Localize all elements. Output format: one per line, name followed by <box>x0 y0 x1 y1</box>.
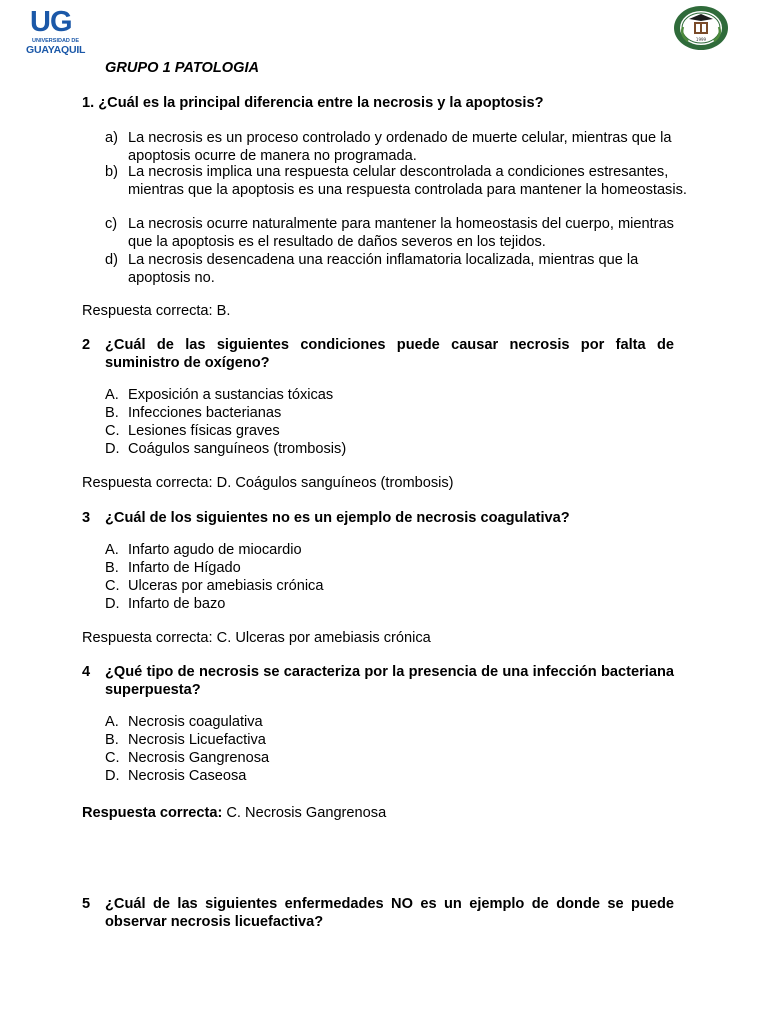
answer-label: Respuesta correcta: <box>82 805 223 821</box>
question-number: 2 <box>82 337 91 353</box>
option-text: Ulceras por amebiasis crónica <box>128 578 324 594</box>
question-number: 1. <box>82 95 95 111</box>
option-text: La necrosis implica una respuesta celular descontrolada a condiciones estresantes, mientras que la apoptosis es una respuesta controlada para mantener la homeostasis. <box>128 164 687 198</box>
option-text: Infarto agudo de miocardio <box>128 542 302 558</box>
option-label: A. <box>105 387 119 403</box>
option-label: A. <box>105 714 119 730</box>
option-label: C. <box>105 423 120 439</box>
option-text: Infarto de Hígado <box>128 560 241 576</box>
logo-city-text: GUAYAQUIL <box>26 44 86 56</box>
question-text: ¿Cuál es la principal diferencia entre la necrosis y la apoptosis? <box>98 95 544 111</box>
answer-value: C. Necrosis Gangrenosa <box>226 805 387 821</box>
answer-value: B. <box>216 303 231 319</box>
option-label: A. <box>105 542 119 558</box>
document-title: GRUPO 1 PATOLOGIA <box>105 60 260 76</box>
option-label: c) <box>105 216 118 232</box>
question-text: ¿Cuál de los siguientes no es un ejemplo de necrosis coagulativa? <box>105 510 570 526</box>
option-label: B. <box>105 560 119 576</box>
answer-value: D. Coágulos sanguíneos (trombosis) <box>216 475 454 491</box>
option-text: Necrosis coagulativa <box>128 714 263 730</box>
answer-3 <box>82 630 431 648</box>
option-label: C. <box>105 750 120 766</box>
option-label: C. <box>105 578 120 594</box>
answer-value: C. Ulceras por amebiasis crónica <box>216 630 431 646</box>
option-label: d) <box>105 252 118 268</box>
question-text: ¿Cuál de las siguientes condiciones puede causar necrosis por falta de suministro de oxígeno? <box>105 337 674 371</box>
university-logo <box>24 8 88 54</box>
option-text: Exposición a sustancias tóxicas <box>128 387 334 403</box>
option-text: Infecciones bacterianas <box>128 405 282 421</box>
option-text: Necrosis Gangrenosa <box>128 750 270 766</box>
answer-4 <box>82 805 386 823</box>
option-text: La necrosis ocurre naturalmente para mantener la homeostasis del cuerpo, mientras que la apoptosis es el resultado de daños severos en los tejidos. <box>128 216 674 250</box>
faculty-seal <box>672 5 730 51</box>
question-text: ¿Qué tipo de necrosis se caracteriza por la presencia de una infección bacteriana superpuesta? <box>105 664 674 698</box>
question-text: ¿Cuál de las siguientes enfermedades NO es un ejemplo de donde se puede observar necrosis licuefactiva? <box>105 896 674 930</box>
option-label: a) <box>105 130 118 146</box>
option-label: D. <box>105 596 120 612</box>
option-label: B. <box>105 405 119 421</box>
option-label: D. <box>105 768 120 784</box>
option-label: D. <box>105 441 120 457</box>
answer-label: Respuesta correcta: <box>82 303 213 319</box>
option-text: Infarto de bazo <box>128 596 226 612</box>
option-text: Necrosis Licuefactiva <box>128 732 266 748</box>
option-text: La necrosis es un proceso controlado y ordenado de muerte celular, mientras que la apoptosis ocurre de manera no programada. <box>128 130 672 164</box>
answer-2 <box>82 475 454 493</box>
question-number: 3 <box>82 510 91 526</box>
option-label: B. <box>105 732 119 748</box>
answer-1 <box>82 303 230 321</box>
seal-icon <box>672 5 730 51</box>
option-label: b) <box>105 164 118 180</box>
answer-label: Respuesta correcta: <box>82 475 213 491</box>
question-number: 5 <box>82 896 91 912</box>
seal-year: 1999 <box>695 37 707 42</box>
option-text: Lesiones físicas graves <box>128 423 280 439</box>
question-1 <box>82 95 544 113</box>
option-text: Necrosis Caseosa <box>128 768 247 784</box>
option-text: Coágulos sanguíneos (trombosis) <box>128 441 347 457</box>
logo-university-text: UNIVERSIDAD DE <box>32 38 80 44</box>
option-text: La necrosis desencadena una reacción inflamatoria localizada, mientras que la apoptosis no. <box>128 252 639 286</box>
logo-ug-text: UG <box>30 6 72 38</box>
answer-label: Respuesta correcta: <box>82 630 213 646</box>
question-number: 4 <box>82 664 91 680</box>
